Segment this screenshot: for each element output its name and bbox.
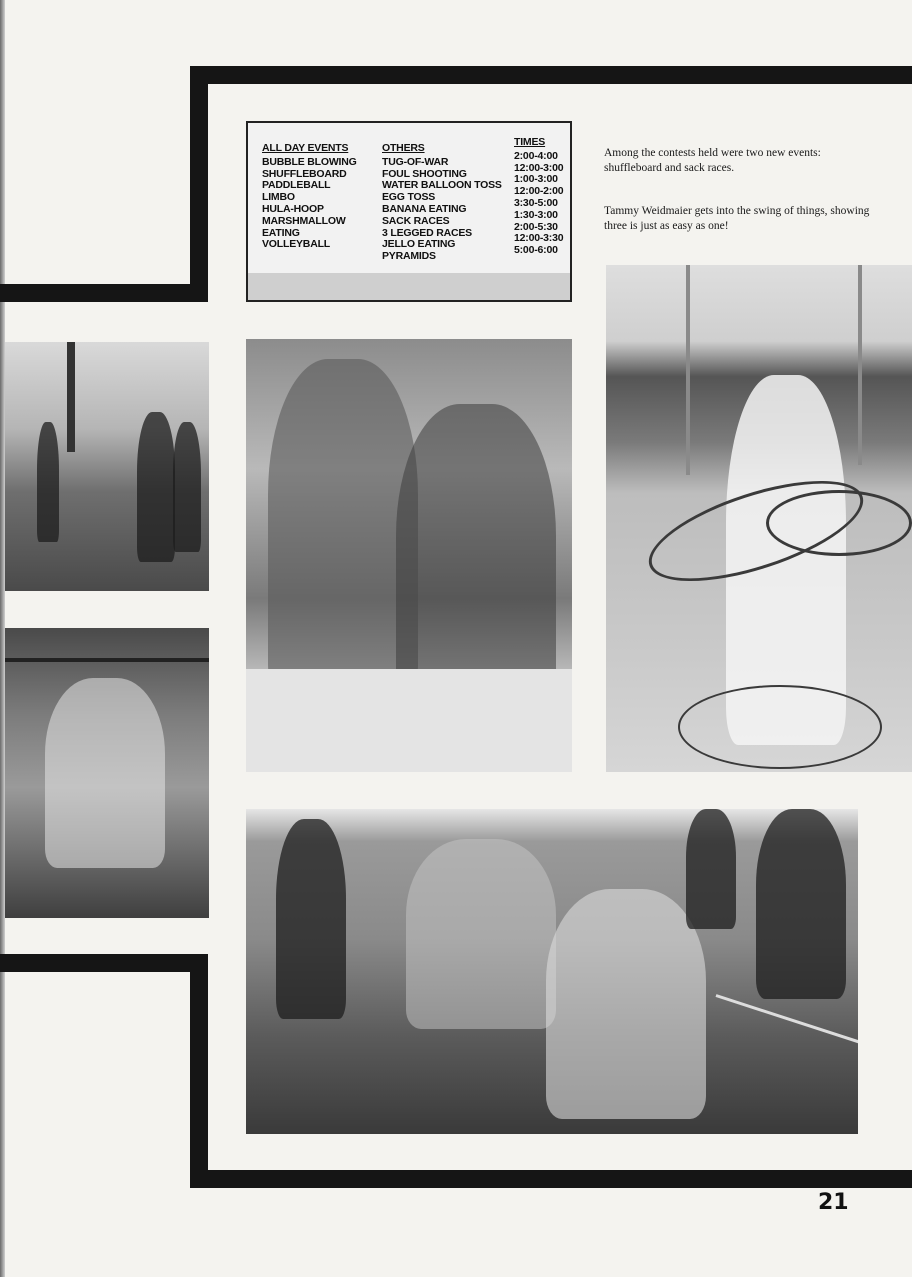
schedule-board-photo [246, 121, 572, 302]
schedule-item: SACK RACES [382, 214, 450, 227]
schedule-col-all-day [262, 143, 357, 251]
schedule-col3-header: TIMES [514, 136, 546, 148]
schedule-item: LIMBO [262, 191, 295, 204]
schedule-col-others [382, 143, 502, 263]
frame-stub-upper [0, 284, 208, 302]
frame-left-bar-lower [190, 954, 208, 1188]
frame-top-bar [190, 66, 912, 84]
schedule-item: PADDLEBALL [262, 179, 331, 192]
schedule-item: 3:30-5:00 [514, 196, 558, 209]
schedule-item: BANANA EATING [382, 202, 467, 215]
caption-hula-hoop: Tammy Weidmaier gets into the swing of things, showing three is just as easy as one! [604, 205, 870, 232]
schedule-item: 3 LEGGED RACES [382, 226, 472, 239]
schedule-item: JELLO EATING [382, 238, 456, 251]
schedule-item: HULA-HOOP [262, 202, 324, 215]
schedule-item: 12:00-2:00 [514, 185, 564, 198]
schedule-item: PYRAMIDS [382, 250, 436, 263]
page-number: 21 [818, 1190, 849, 1215]
schedule-col-times [514, 137, 563, 257]
schedule-item: 5:00-6:00 [514, 244, 558, 257]
photo-field-girls [5, 342, 209, 591]
caption-contests: Among the contests held were two new events: shuffleboard and sack races. [604, 147, 821, 174]
schedule-item: VOLLEYBALL [262, 238, 330, 251]
photo-hula-hoop [606, 265, 912, 772]
schedule-item: EGG TOSS [382, 191, 436, 204]
schedule-item: MARSHMALLOW [262, 214, 346, 227]
board-base [248, 273, 570, 300]
schedule-item: FOUL SHOOTING [382, 167, 467, 180]
frame-bottom-bar [190, 1170, 912, 1188]
schedule-col1-header: ALL DAY EVENTS [262, 142, 349, 154]
schedule-item: 2:00-5:30 [514, 220, 558, 233]
schedule-item: WATER BALLOON TOSS [382, 179, 502, 192]
photo-food-table [246, 339, 572, 772]
frame-stub-lower [0, 954, 208, 972]
schedule-item: 1:30-3:00 [514, 208, 558, 221]
schedule-item: 12:00-3:30 [514, 232, 564, 245]
frame-left-bar-upper [190, 66, 208, 302]
photo-tug-of-war-girl [5, 628, 209, 918]
schedule-item: TUG-OF-WAR [382, 155, 449, 168]
schedule-col2-header: OTHERS [382, 142, 425, 154]
schedule-item: BUBBLE BLOWING [262, 155, 357, 168]
schedule-item: 2:00-4:00 [514, 149, 558, 162]
photo-tug-of-war-boys [246, 809, 858, 1134]
schedule-item: SHUFFLEBOARD [262, 167, 347, 180]
schedule-item: 12:00-3:00 [514, 161, 564, 174]
schedule-item: 1:00-3:00 [514, 173, 558, 186]
schedule-item: EATING [262, 226, 300, 239]
